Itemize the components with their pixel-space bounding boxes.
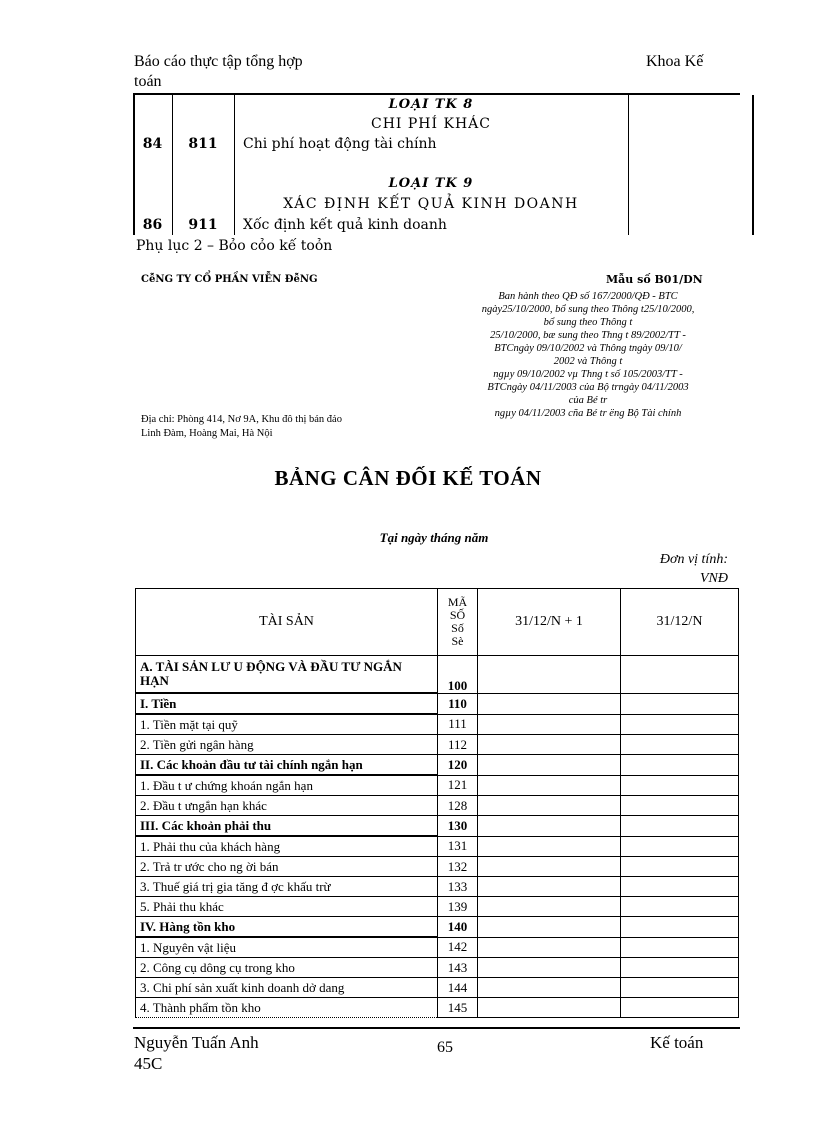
row-name: 5. Phải thu khác: [136, 897, 438, 917]
row-value-year1: [478, 998, 621, 1018]
row-value-year2: [621, 796, 739, 816]
row-code: 120: [438, 755, 478, 776]
account-code: 811: [188, 136, 218, 152]
row-value-year1: [478, 877, 621, 897]
row-value-year2: [621, 958, 739, 978]
header-title-line1: Báo cáo thực tập tổng hợp: [134, 53, 303, 70]
col-code-header: [438, 589, 478, 656]
row-value-year1: [478, 693, 621, 714]
row-value-year1: [478, 714, 621, 735]
footer-rule: [133, 1027, 740, 1029]
account-code: 911: [188, 217, 218, 233]
row-code: 130: [438, 816, 478, 837]
type-label-8: LOẠI TK 8: [388, 97, 474, 112]
group-title-9: XÁC ĐỊNH KẾT QUẢ KINH DOANH: [283, 196, 579, 212]
account-name: Chi phí hoạt động tài chính: [243, 136, 437, 152]
row-name: 4. Thành phẩm tồn kho: [136, 998, 438, 1018]
form-note: bổ sung theo Thông t: [543, 317, 633, 328]
form-note: ngày25/10/2000, bổ sung theo Thông t25/10/2000,: [481, 304, 695, 315]
row-code: 132: [438, 857, 478, 877]
unit-line1: Đơn vị tính:: [659, 552, 728, 567]
table-row: [136, 958, 739, 978]
table-row: [136, 978, 739, 998]
row-name: 1. Đầu t ư chứng khoán ngắn hạn: [136, 775, 438, 796]
header-row: [136, 589, 739, 656]
row-value-year2: [621, 978, 739, 998]
row-code: 131: [438, 836, 478, 857]
table-row: [136, 836, 739, 857]
row-value-year2: [621, 917, 739, 938]
code-header-line: Sè: [451, 634, 464, 648]
row-name: III. Các khoản phải thu: [136, 816, 438, 837]
row-name: 2. Trả tr ước cho ng ời bán: [136, 857, 438, 877]
table-row: [136, 857, 739, 877]
row-value-year2: [621, 937, 739, 958]
row-name: 1. Tiền mặt tại quỹ: [136, 714, 438, 735]
form-note: ngµy 04/11/2003 cña Bé tr ëng Bộ Tài chính: [494, 408, 682, 419]
row-code: 142: [438, 937, 478, 958]
type-label-9: LOẠI TK 9: [388, 176, 474, 191]
col-asset-header: TÀI SẢN: [136, 589, 438, 656]
form-note: 2002 và Thông t: [553, 356, 623, 367]
row-value-year2: [621, 816, 739, 837]
form-note: 25/10/2000, bæ sung theo Thng t 89/2002/TT -: [490, 330, 686, 341]
code-header-line: MÃ: [447, 595, 468, 609]
table-row: [136, 998, 739, 1018]
table-row: [136, 877, 739, 897]
table-row: [136, 897, 739, 917]
form-note: BTCngày 04/11/2003 của Bộ trngày 04/11/2003: [487, 382, 689, 393]
row-name: IV. Hàng tồn kho: [136, 917, 438, 938]
date-line: Tại ngày tháng năm: [379, 530, 489, 545]
row-name: II. Các khoản đầu tư tài chính ngắn hạn: [136, 755, 438, 776]
row-value-year2: [621, 714, 739, 735]
company-address-line2: Linh Đàm, Hoàng Mai, Hà Nội: [141, 428, 273, 439]
row-value-year2: [621, 897, 739, 917]
row-code: 100: [438, 656, 478, 694]
col-year2-header: 31/12/N: [621, 589, 739, 656]
table-row: [136, 714, 739, 735]
row-name: I. Tiền: [136, 693, 438, 714]
row-value-year2: [621, 877, 739, 897]
row-name: 3. Chi phí sản xuất kinh doanh dở dang: [136, 978, 438, 998]
row-name: 1. Phải thu của khách hàng: [136, 836, 438, 857]
form-notes: [440, 290, 736, 420]
header-department: Khoa Kế: [646, 53, 704, 70]
form-note: của Bé tr: [568, 395, 608, 406]
row-value-year2: [621, 836, 739, 857]
form-note: Ban hành theo QĐ số 167/2000/QĐ - BTC: [498, 291, 678, 302]
company-address-line1: Địa chỉ: Phòng 414, Nơ 9A, Khu đô thị bán đảo: [141, 414, 342, 425]
row-code: 121: [438, 775, 478, 796]
code-header-line: Số: [451, 621, 464, 635]
table-row: [136, 796, 739, 816]
row-code: 110: [438, 693, 478, 714]
row-code: 143: [438, 958, 478, 978]
row-code: 128: [438, 796, 478, 816]
row-value-year1: [478, 897, 621, 917]
row-code: 144: [438, 978, 478, 998]
table-row: [136, 816, 739, 837]
row-name: 2. Đầu t ưngắn hạn khác: [136, 796, 438, 816]
row-code: 133: [438, 877, 478, 897]
row-value-year2: [621, 656, 739, 694]
footer-department: Kế toán: [650, 1033, 704, 1052]
row-code: 112: [438, 735, 478, 755]
row-value-year2: [621, 775, 739, 796]
table-row: [136, 937, 739, 958]
form-note: BTCngày 09/10/2002 và Thông tngày 09/10/: [494, 343, 682, 354]
row-code: 139: [438, 897, 478, 917]
table-row: [136, 693, 739, 714]
table-row: [136, 755, 739, 776]
row-name: 3. Thuế giá trị gia tăng đ ợc khấu trừ: [136, 877, 438, 897]
table-row: [136, 917, 739, 938]
balance-sheet-title: BẢNG CÂN ĐỐI KẾ TOÁN: [274, 466, 542, 490]
company-name: CễNG TY CỔ PHẦN VIỄN ĐễNG: [141, 274, 318, 285]
balance-sheet-table: [135, 588, 739, 1018]
row-value-year1: [478, 796, 621, 816]
account-no: 86: [142, 217, 163, 233]
row-name: 2. Công cụ dông cụ trong kho: [136, 958, 438, 978]
header-title-line2: toán: [134, 73, 162, 90]
table-row: [136, 775, 739, 796]
row-value-year2: [621, 857, 739, 877]
account-name: Xốc định kết quả kinh doanh: [243, 217, 447, 233]
row-value-year1: [478, 755, 621, 776]
row-value-year2: [621, 693, 739, 714]
footer-author: Nguyễn Tuấn Anh: [134, 1033, 259, 1052]
row-code: 145: [438, 998, 478, 1018]
row-value-year1: [478, 958, 621, 978]
group-title-8: CHI PHÍ KHÁC: [370, 116, 491, 132]
footer-class: 45C: [134, 1054, 163, 1073]
row-value-year1: [478, 978, 621, 998]
row-value-year1: [478, 836, 621, 857]
row-value-year2: [621, 735, 739, 755]
row-name: 2. Tiền gửi ngân hàng: [136, 735, 438, 755]
account-no: 84: [142, 136, 163, 152]
unit-line2: VNĐ: [700, 571, 728, 586]
col-year1-header: 31/12/N + 1: [478, 589, 621, 656]
row-value-year2: [621, 998, 739, 1018]
row-value-year1: [478, 735, 621, 755]
row-value-year1: [478, 816, 621, 837]
appendix-title: Phụ lục 2 – Bỏo cỏo kế toỏn: [136, 238, 333, 254]
form-code: Mẫu số B01/DN: [606, 273, 703, 286]
row-code: 111: [438, 714, 478, 735]
row-name: 1. Nguyên vật liệu: [136, 937, 438, 958]
row-value-year1: [478, 656, 621, 694]
accounts-table: [133, 95, 754, 235]
row-value-year1: [478, 775, 621, 796]
row-value-year1: [478, 857, 621, 877]
row-value-year1: [478, 937, 621, 958]
table-row: [136, 656, 739, 694]
code-header-line: SỐ: [449, 608, 466, 622]
row-value-year1: [478, 917, 621, 938]
page-number: 65: [437, 1039, 453, 1056]
row-code: 140: [438, 917, 478, 938]
row-value-year2: [621, 755, 739, 776]
row-name: A. TÀI SẢN LƯ U ĐỘNG VÀ ĐẦU TƯ NGẮN HẠN: [136, 656, 438, 694]
form-note: ngµy 09/10/2002 vµ Thng t số 105/2003/TT -: [493, 369, 683, 380]
table-row: [136, 735, 739, 755]
